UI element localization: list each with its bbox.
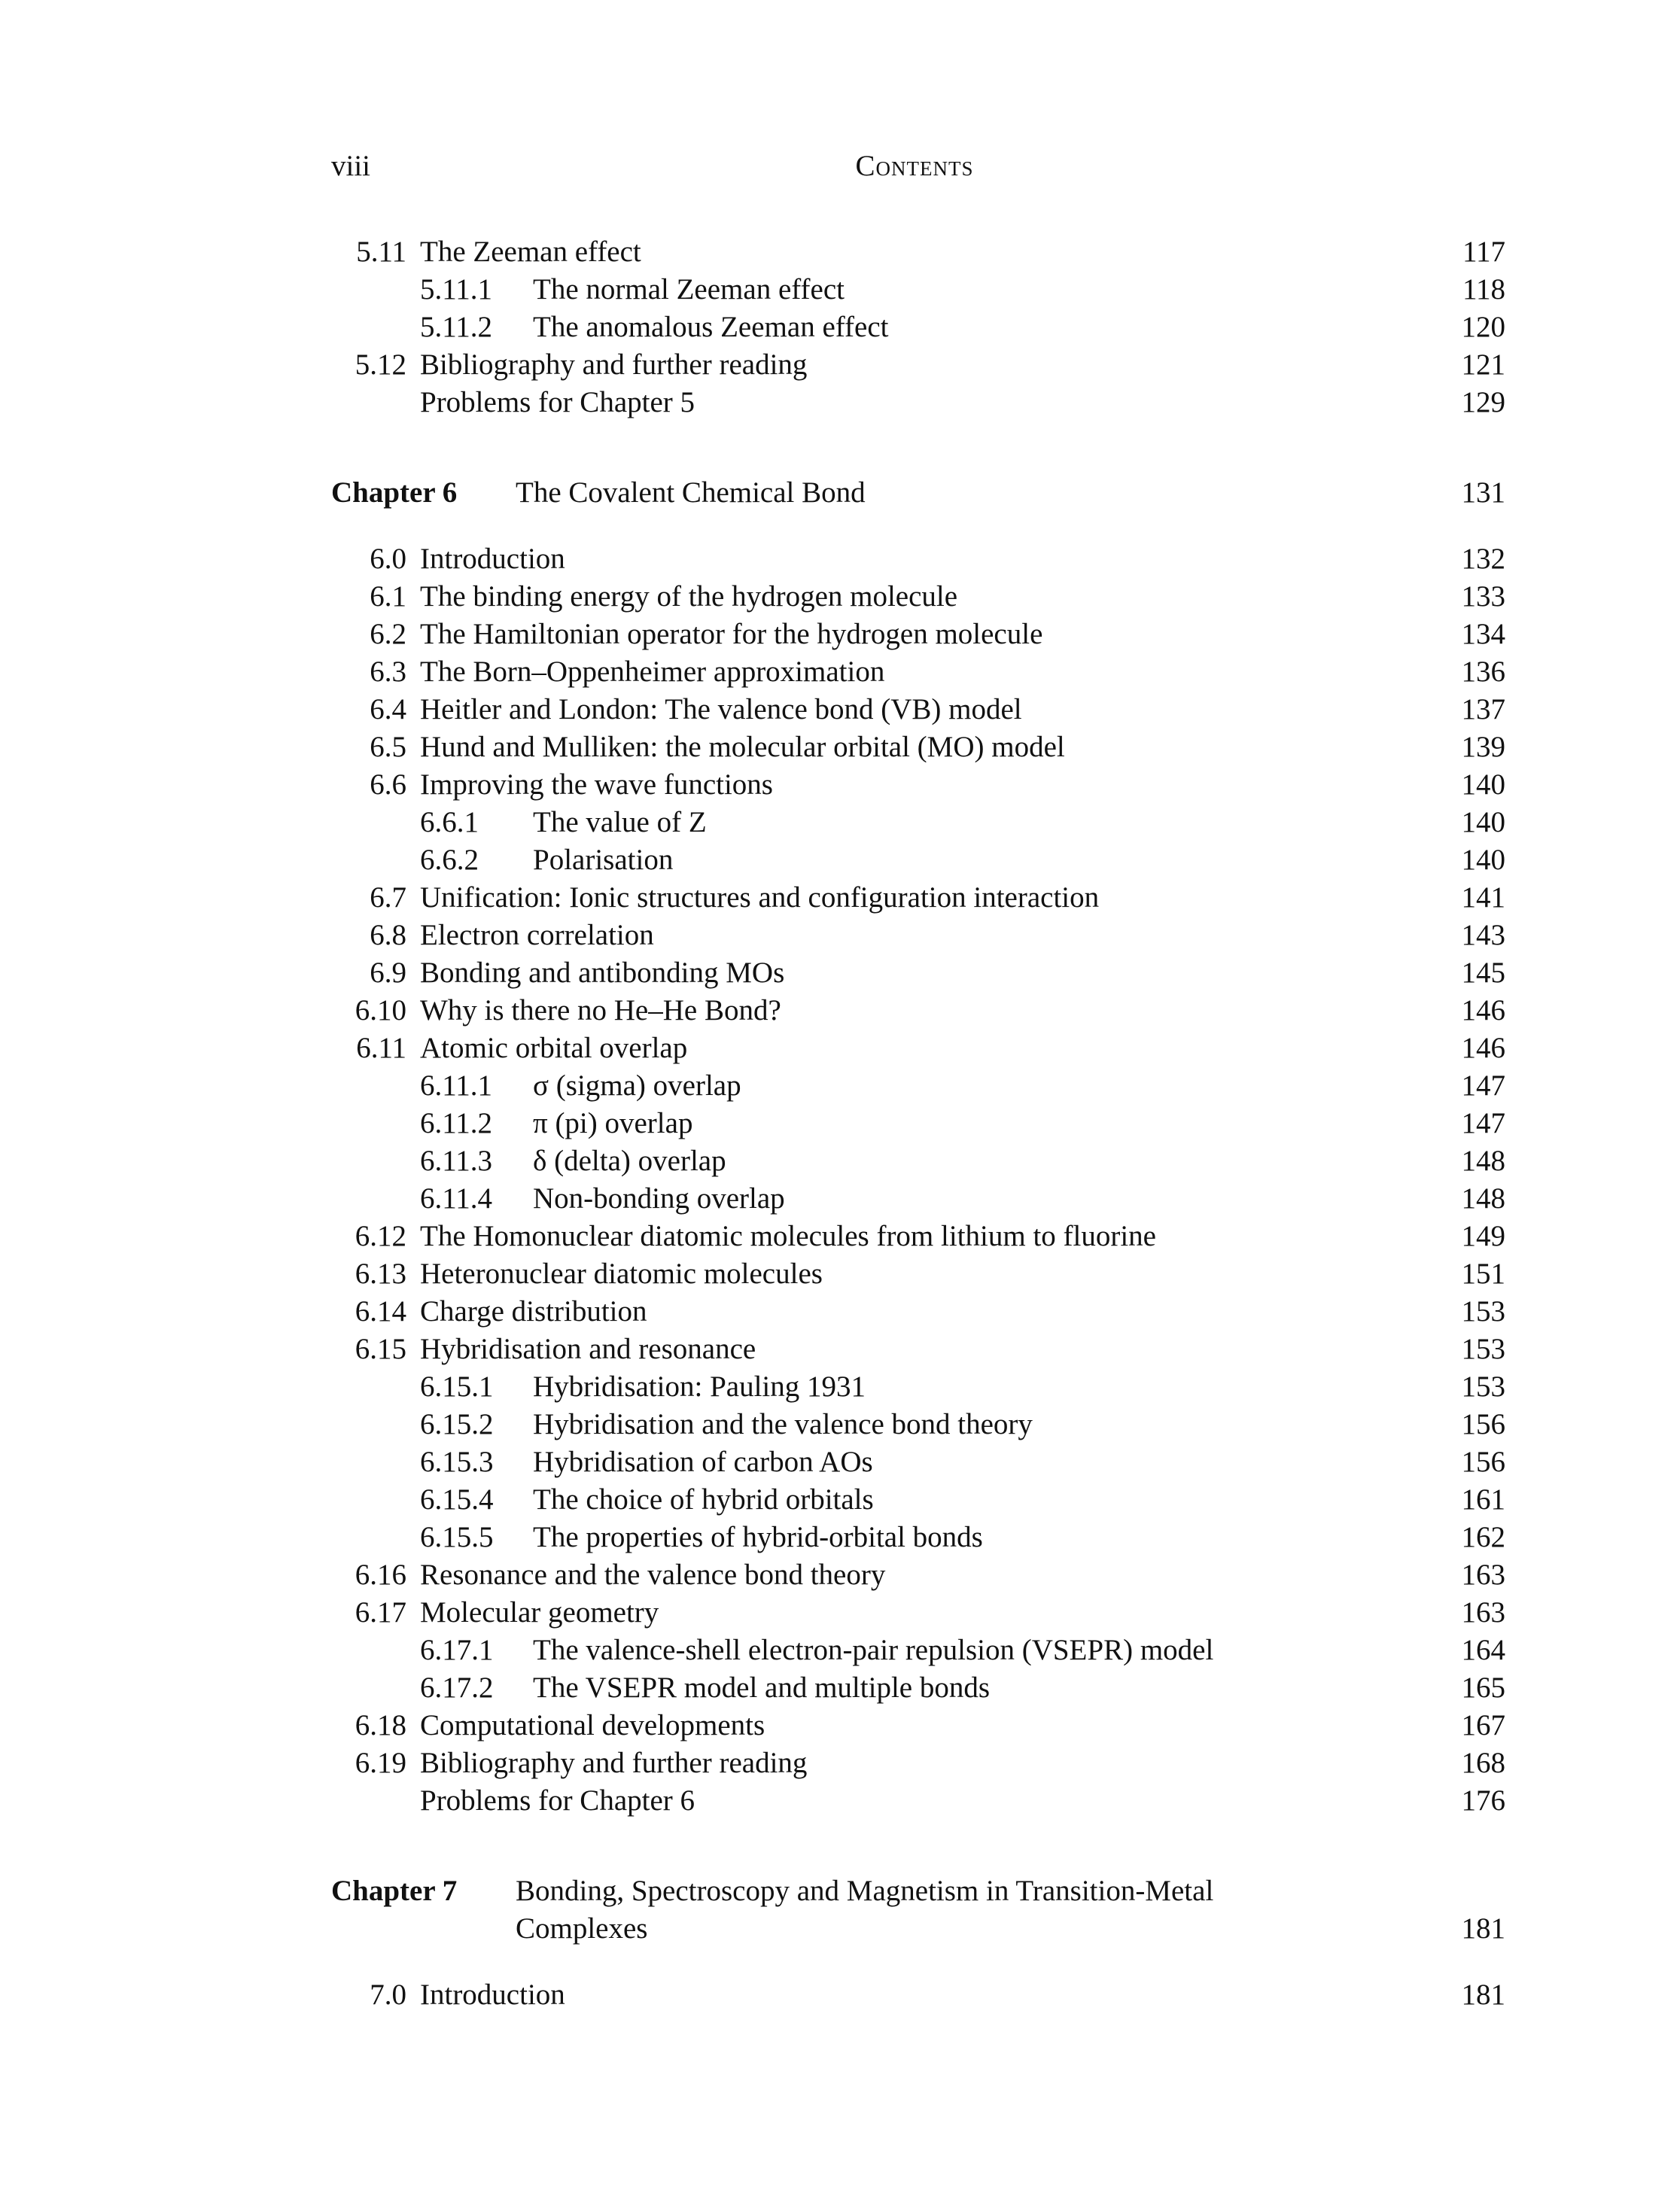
toc-entry-page: 146 [1461, 1032, 1505, 1064]
toc-entry-page: 149 [1461, 1220, 1505, 1252]
toc-entry-title: The value of Z [533, 806, 710, 838]
toc-entry-title-wrap [420, 346, 1389, 384]
toc-entry-number: 6.11.1 [420, 1069, 493, 1102]
toc-entry[interactable] [331, 1481, 1505, 1519]
toc-entry-title: Hybridisation of carbon AOs [533, 1446, 876, 1478]
toc-entry[interactable] [331, 1030, 1505, 1067]
toc-entry-title-wrap [533, 1180, 1389, 1218]
toc-entry-title: Charge distribution [420, 1295, 650, 1328]
toc-entry-title-wrap [420, 384, 1389, 421]
toc-entry-page: 156 [1461, 1408, 1505, 1440]
toc-entry-title-wrap [420, 233, 1389, 271]
toc-entry-page: 137 [1461, 693, 1505, 725]
toc-entry-number: 5.12 [355, 348, 406, 381]
toc-entry-title: The Born–Oppenheimer approximation [420, 655, 887, 688]
toc-entry[interactable] [331, 1180, 1505, 1218]
toc-entry-page: 141 [1461, 881, 1505, 914]
toc-group-chapter6 [331, 540, 1505, 1820]
toc-entry-page: 143 [1461, 919, 1505, 951]
toc-entry-title-wrap [533, 1519, 1389, 1556]
toc-entry-number: 6.11.2 [420, 1107, 493, 1139]
toc-group-chapter5-end [331, 233, 1505, 421]
toc-entry-title-wrap [533, 1443, 1389, 1481]
toc-entry-number: 6.17.1 [420, 1634, 494, 1666]
toc-entry-title-wrap [420, 917, 1389, 954]
toc-entry-page: 140 [1461, 844, 1505, 876]
toc-entry[interactable] [331, 616, 1505, 653]
toc-entry-title-wrap [420, 1293, 1389, 1331]
toc-entry-page: 161 [1461, 1483, 1505, 1516]
toc-entry-page: 132 [1461, 543, 1505, 575]
toc-entry-page: 146 [1461, 994, 1505, 1027]
toc-entry-title: Unification: Ionic structures and configuration interaction [420, 881, 1102, 914]
toc-entry-page: 147 [1461, 1107, 1505, 1139]
toc-entry-title-wrap [420, 766, 1389, 804]
toc-entry[interactable] [331, 1331, 1505, 1368]
toc-entry-title: Bonding and antibonding MOs [420, 957, 787, 989]
toc-entry-title-wrap [420, 1744, 1389, 1782]
toc-entry-number: 6.15 [355, 1333, 406, 1365]
toc-entry-title-wrap [420, 1594, 1389, 1632]
toc-entry-title: Bibliography and further reading [420, 348, 810, 381]
toc-entry-number: 6.7 [370, 881, 406, 914]
chapter-title-wrap [516, 474, 1389, 512]
toc-entry-title-wrap [420, 954, 1389, 992]
toc-entry[interactable] [331, 766, 1505, 804]
table-of-contents [331, 233, 1505, 2014]
toc-entry[interactable] [331, 728, 1505, 766]
toc-entry[interactable] [331, 1443, 1505, 1481]
chapter-title-wrap [516, 1910, 1389, 1948]
toc-entry-title: Why is there no He–He Bond? [420, 994, 784, 1027]
toc-entry-title-wrap [533, 1669, 1389, 1707]
toc-entry-number: 6.15.2 [420, 1408, 494, 1440]
toc-entry[interactable] [331, 653, 1505, 691]
toc-group-chapter7 [331, 1976, 1505, 2014]
toc-entry-title: Computational developments [420, 1709, 768, 1741]
toc-entry[interactable] [331, 1368, 1505, 1406]
toc-entry-page: 145 [1461, 957, 1505, 989]
toc-entry-title-wrap [420, 992, 1389, 1030]
toc-entry-title: Hybridisation: Pauling 1931 [533, 1370, 869, 1403]
toc-entry-title-wrap [420, 540, 1389, 578]
toc-entry[interactable] [331, 1255, 1505, 1293]
toc-entry-page: 133 [1461, 580, 1505, 613]
toc-entry-title-wrap [420, 1255, 1389, 1293]
chapter-title-line2: Complexes [516, 1912, 650, 1945]
toc-entry-number: 6.15.3 [420, 1446, 494, 1478]
chapter-heading-7[interactable] [331, 1872, 1505, 1910]
toc-entry-page: 148 [1461, 1182, 1505, 1215]
toc-entry-number: 6.19 [355, 1747, 406, 1779]
toc-entry[interactable] [331, 346, 1505, 384]
toc-entry-title-wrap [420, 1030, 1389, 1067]
toc-entry-title-wrap [420, 691, 1389, 728]
toc-entry-title-wrap [533, 309, 1389, 346]
toc-entry-page: 156 [1461, 1446, 1505, 1478]
toc-entry[interactable] [331, 1067, 1505, 1105]
toc-entry-title-wrap [533, 1142, 1389, 1180]
toc-entry[interactable] [331, 1406, 1505, 1443]
toc-entry-number: 6.10 [355, 994, 406, 1027]
toc-entry-title: Electron correlation [420, 919, 657, 951]
toc-entry-number: 5.11.2 [420, 311, 493, 343]
toc-entry-number: 6.18 [355, 1709, 406, 1741]
toc-entry-page: 176 [1461, 1784, 1505, 1817]
toc-entry-title-wrap [533, 804, 1389, 841]
toc-entry-title: Bibliography and further reading [420, 1747, 810, 1779]
toc-entry-number: 6.12 [355, 1220, 406, 1252]
toc-entry-page: 140 [1461, 806, 1505, 838]
toc-entry[interactable] [331, 1669, 1505, 1707]
toc-entry[interactable] [331, 804, 1505, 841]
toc-entry-title: δ (delta) overlap [533, 1145, 729, 1177]
toc-entry-number: 6.6 [370, 768, 406, 801]
toc-entry[interactable] [331, 1744, 1505, 1782]
toc-entry-page: 117 [1462, 236, 1505, 268]
toc-entry-page: 164 [1461, 1634, 1505, 1666]
toc-entry-page: 147 [1461, 1069, 1505, 1102]
toc-entry-page: 181 [1461, 1979, 1505, 2011]
toc-entry[interactable] [331, 1707, 1505, 1744]
toc-entry-title: The VSEPR model and multiple bonds [533, 1671, 993, 1704]
toc-entry-title: Hund and Mulliken: the molecular orbital (MO) model [420, 731, 1068, 763]
toc-entry-title-wrap [533, 271, 1389, 309]
toc-entry-page: 153 [1461, 1370, 1505, 1403]
toc-entry[interactable] [331, 841, 1505, 879]
toc-entry-title: The Zeeman effect [420, 236, 644, 268]
toc-entry-number: 6.8 [370, 919, 406, 951]
toc-entry-title-wrap [420, 879, 1389, 917]
toc-entry-number: 6.4 [370, 693, 406, 725]
toc-entry-title-wrap [420, 1707, 1389, 1744]
toc-entry[interactable] [331, 1556, 1505, 1594]
toc-entry-page: 134 [1461, 618, 1505, 650]
toc-entry-title: σ (sigma) overlap [533, 1069, 744, 1102]
toc-entry-title: Heitler and London: The valence bond (VB) model [420, 693, 1025, 725]
toc-entry-title: Resonance and the valence bond theory [420, 1559, 888, 1591]
toc-entry-number: 6.15.1 [420, 1370, 494, 1403]
toc-entry[interactable] [331, 1293, 1505, 1331]
toc-entry-title-wrap [533, 1632, 1389, 1669]
toc-entry-page: 153 [1461, 1333, 1505, 1365]
toc-entry-title: The binding energy of the hydrogen molecule [420, 580, 960, 613]
toc-entry-number: 6.11.3 [420, 1145, 493, 1177]
toc-entry[interactable] [331, 1782, 1505, 1820]
toc-entry-number: 6.15.5 [420, 1521, 494, 1553]
toc-entry-title-wrap [420, 1218, 1389, 1255]
toc-entry[interactable] [331, 691, 1505, 728]
toc-entry-number: 5.11.1 [420, 273, 493, 306]
toc-entry-number: 6.9 [370, 957, 406, 989]
toc-entry-title: Heteronuclear diatomic molecules [420, 1258, 826, 1290]
toc-entry-page: 165 [1461, 1671, 1505, 1704]
toc-entry-page: 163 [1461, 1596, 1505, 1629]
toc-entry-number: 6.13 [355, 1258, 406, 1290]
toc-entry-title: The anomalous Zeeman effect [533, 311, 891, 343]
chapter-page: 181 [1461, 1912, 1505, 1945]
toc-entry-title-wrap [533, 1105, 1389, 1142]
toc-entry-page: 168 [1461, 1747, 1505, 1779]
toc-entry[interactable] [331, 233, 1505, 271]
chapter-title: The Covalent Chemical Bond [516, 476, 869, 509]
toc-entry[interactable] [331, 540, 1505, 578]
toc-entry-number: 6.16 [355, 1559, 406, 1591]
header-title: Contents [855, 150, 974, 182]
toc-entry[interactable] [331, 992, 1505, 1030]
toc-entry[interactable] [331, 954, 1505, 992]
toc-entry-title-wrap [420, 653, 1389, 691]
toc-entry-number: 6.6.2 [420, 844, 479, 876]
toc-entry-number: 6.15.4 [420, 1483, 494, 1516]
toc-entry[interactable] [331, 1632, 1505, 1669]
toc-entry-title: Hybridisation and resonance [420, 1333, 759, 1365]
toc-entry-title: Introduction [420, 1979, 568, 2011]
page-header [331, 149, 1498, 194]
toc-entry-title: Introduction [420, 543, 568, 575]
toc-entry-number: 6.6.1 [420, 806, 479, 838]
toc-entry-title: Improving the wave functions [420, 768, 776, 801]
toc-entry-number: 6.1 [370, 580, 406, 613]
toc-entry-title: Polarisation [533, 844, 676, 876]
toc-entry-page: 148 [1461, 1145, 1505, 1177]
toc-entry-number: 6.0 [370, 543, 406, 575]
toc-entry-title: Atomic orbital overlap [420, 1032, 690, 1064]
toc-entry-title-wrap [533, 1368, 1389, 1406]
toc-entry-title-wrap [420, 578, 1389, 616]
toc-entry-title: The choice of hybrid orbitals [533, 1483, 877, 1516]
toc-entry-title-wrap [533, 1406, 1389, 1443]
header-page-number: viii [331, 150, 371, 182]
toc-entry-page: 140 [1461, 768, 1505, 801]
toc-entry-number: 6.3 [370, 655, 406, 688]
toc-entry-number: 5.11 [356, 236, 406, 268]
toc-entry[interactable] [331, 309, 1505, 346]
toc-entry-page: 139 [1461, 731, 1505, 763]
toc-entry-page: 162 [1461, 1521, 1505, 1553]
toc-entry-number: 6.2 [370, 618, 406, 650]
chapter-label: Chapter 7 [331, 1875, 458, 1907]
toc-entry-page: 120 [1461, 311, 1505, 343]
toc-entry-page: 121 [1461, 348, 1505, 381]
toc-entry-title: The Hamiltonian operator for the hydrogen molecule [420, 618, 1045, 650]
toc-entry-page: 167 [1461, 1709, 1505, 1741]
toc-entry[interactable] [331, 879, 1505, 917]
toc-entry-number: 6.11 [356, 1032, 406, 1064]
toc-entry-page: 129 [1461, 386, 1505, 418]
toc-entry[interactable] [331, 271, 1505, 309]
toc-entry-title-wrap [533, 1481, 1389, 1519]
toc-entry[interactable] [331, 1519, 1505, 1556]
chapter-label: Chapter 6 [331, 476, 458, 509]
toc-entry-number: 6.17.2 [420, 1671, 494, 1704]
toc-entry[interactable] [331, 384, 1505, 421]
toc-entry-page: 151 [1461, 1258, 1505, 1290]
toc-entry-title: Non-bonding overlap [533, 1182, 788, 1215]
toc-entry-title-wrap [420, 1976, 1389, 2014]
toc-entry[interactable] [331, 578, 1505, 616]
toc-entry-title-wrap [533, 1067, 1389, 1105]
toc-entry-title-wrap [420, 616, 1389, 653]
toc-entry[interactable] [331, 1976, 1505, 2014]
toc-entry-number: 7.0 [370, 1979, 406, 2011]
toc-entry-title: π (pi) overlap [533, 1107, 695, 1139]
toc-entry-page: 136 [1461, 655, 1505, 688]
toc-entry-title: The properties of hybrid-orbital bonds [533, 1521, 986, 1553]
toc-entry-title: Problems for Chapter 5 [420, 386, 698, 418]
toc-entry-number: 6.14 [355, 1295, 406, 1328]
toc-entry-title-wrap [420, 1556, 1389, 1594]
toc-entry[interactable] [331, 1142, 1505, 1180]
toc-entry[interactable] [331, 917, 1505, 954]
toc-entry-title: Problems for Chapter 6 [420, 1784, 698, 1817]
toc-entry-title: The valence-shell electron-pair repulsion (VSEPR) model [533, 1634, 1216, 1666]
toc-entry-title-wrap [420, 1331, 1389, 1368]
toc-entry-title: The Homonuclear diatomic molecules from lithium to fluorine [420, 1220, 1159, 1252]
toc-entry[interactable] [331, 1218, 1505, 1255]
toc-entry-title: The normal Zeeman effect [533, 273, 848, 306]
chapter-heading-6[interactable] [331, 474, 1505, 512]
toc-entry-number: 6.5 [370, 731, 406, 763]
chapter-heading-7-cont[interactable] [331, 1910, 1505, 1948]
toc-entry-page: 163 [1461, 1559, 1505, 1591]
toc-entry[interactable] [331, 1105, 1505, 1142]
toc-entry-number: 6.17 [355, 1596, 406, 1629]
toc-entry-title-wrap [420, 1782, 1389, 1820]
toc-entry-title-wrap [533, 841, 1389, 879]
toc-entry-page: 153 [1461, 1295, 1505, 1328]
toc-entry[interactable] [331, 1594, 1505, 1632]
chapter-page: 131 [1461, 476, 1505, 509]
toc-entry-title-wrap [420, 728, 1389, 766]
toc-entry-page: 118 [1462, 273, 1505, 306]
toc-entry-number: 6.11.4 [420, 1182, 493, 1215]
toc-entry-title: Hybridisation and the valence bond theory [533, 1408, 1036, 1440]
chapter-title-line1: Bonding, Spectroscopy and Magnetism in Transition-Metal [516, 1875, 1214, 1907]
toc-entry-title: Molecular geometry [420, 1596, 662, 1629]
